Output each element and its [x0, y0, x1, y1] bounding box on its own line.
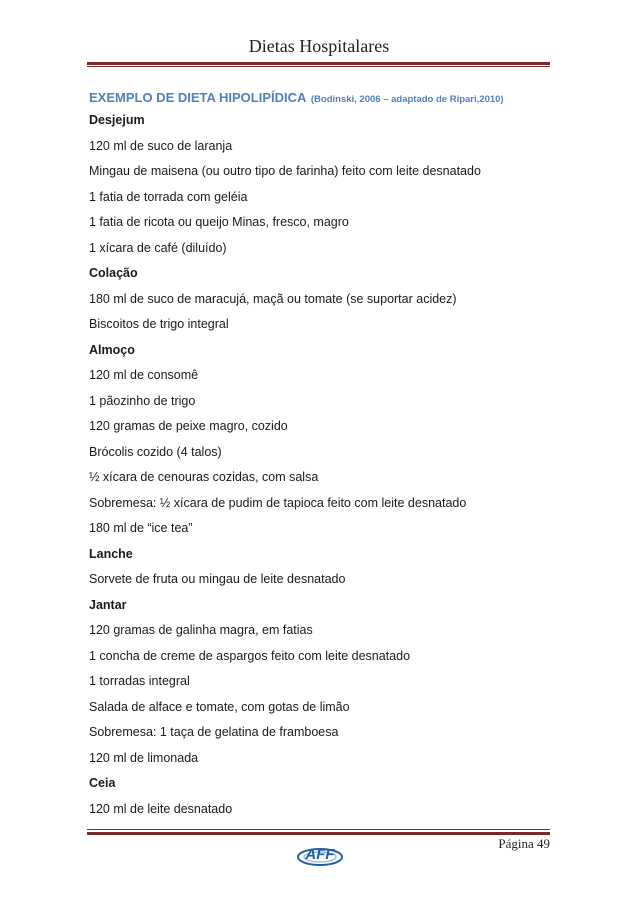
menu-item: 120 ml de limonada: [89, 750, 199, 765]
header-rule-thin: [87, 66, 550, 67]
document-body: [89, 88, 559, 822]
diet-menu-list: [89, 108, 559, 822]
section-heading-reference: (Bodinski, 2006 – adaptado de Ripari,2010): [310, 94, 504, 105]
menu-item: 1 torradas integral: [89, 674, 190, 688]
footer-rule-thin: [87, 829, 550, 830]
meal-heading: Colação: [89, 266, 138, 280]
menu-item: Sorvete de fruta ou mingau de leite desnatado: [89, 572, 346, 586]
menu-item: 120 ml de leite desnatado: [89, 801, 233, 816]
meal-heading: Almoço: [89, 342, 135, 357]
running-header-title: Dietas Hospitalares: [248, 36, 390, 56]
header-rule-thick: [87, 62, 550, 65]
meal-heading: Jantar: [89, 597, 127, 612]
menu-item: Sobremesa: 1 taça de gelatina de framboesa: [89, 725, 339, 739]
menu-item: Salada de alface e tomate, com gotas de limão: [89, 699, 350, 714]
footer-rule-thick: [87, 832, 550, 835]
menu-item: Mingau de maisena (ou outro tipo de farinha) feito com leite desnatado: [89, 164, 481, 178]
logo-lettering: AFF: [305, 846, 335, 863]
section-heading: [89, 88, 559, 108]
meal-heading: Desjejum: [89, 113, 145, 127]
section-heading-title: EXEMPLO DE DIETA HIPOLIPÍDICA: [89, 90, 307, 105]
menu-item: 1 fatia de torrada com geléia: [89, 189, 248, 204]
menu-item: 120 ml de consomê: [89, 368, 199, 382]
meal-heading: Ceia: [89, 776, 116, 790]
menu-item: 1 xícara de café (diluído): [89, 240, 227, 255]
page-number: Página 49: [498, 836, 550, 851]
menu-item: 120 gramas de galinha magra, em fatias: [89, 623, 313, 637]
publisher-logo: [296, 840, 344, 868]
menu-item: 120 gramas de peixe magro, cozido: [89, 419, 288, 433]
menu-item: 1 concha de creme de aspargos feito com leite desnatado: [89, 648, 411, 663]
meal-heading: Lanche: [89, 546, 133, 561]
menu-item: 180 ml de suco de maracujá, maçã ou tomate (se suportar acidez): [89, 291, 457, 306]
menu-item: 180 ml de “ice tea”: [89, 521, 193, 535]
menu-item: 1 pãozinho de trigo: [89, 393, 196, 408]
menu-item: 1 fatia de ricota ou queijo Minas, fresco, magro: [89, 215, 349, 229]
menu-item: Biscoitos de trigo integral: [89, 317, 229, 331]
menu-item: ½ xícara de cenouras cozidas, com salsa: [89, 470, 319, 484]
menu-item: Brócolis cozido (4 talos): [89, 444, 222, 459]
menu-item: 120 ml de suco de laranja: [89, 138, 233, 153]
menu-item: Sobremesa: ½ xícara de pudim de tapioca feito com leite desnatado: [89, 495, 467, 510]
